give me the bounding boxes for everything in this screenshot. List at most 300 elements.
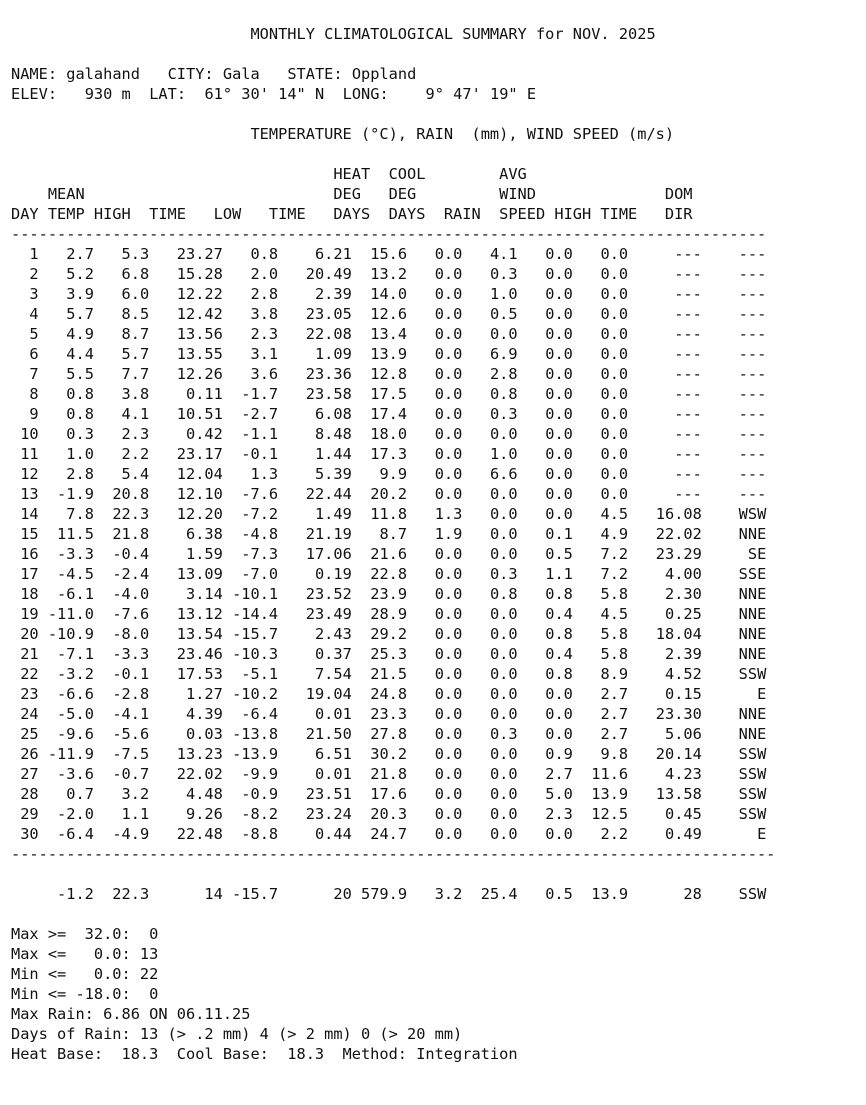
table-cell: 23.58	[278, 385, 352, 403]
table-cell: 0.8	[38, 405, 94, 423]
table-cell: 5.8	[572, 645, 629, 663]
table-cell: SSW	[701, 805, 767, 823]
table-cell: 1.3	[222, 465, 279, 483]
table-cell: 0.0	[572, 385, 629, 403]
table-cell: 0.0	[517, 505, 573, 523]
table-cell: 2.0	[222, 265, 279, 283]
table-cell: 0.0	[572, 485, 629, 503]
table-cell: 0.3	[462, 265, 518, 283]
table-cell: E	[701, 825, 767, 843]
table-cell: 13.9	[572, 785, 629, 803]
table-cell: 17.06	[278, 545, 352, 563]
table-cell: 0.0	[407, 805, 463, 823]
table-cell: 0.0	[462, 805, 518, 823]
table-cell: 18.04	[628, 625, 702, 643]
table-row	[11, 745, 766, 763]
table-cell: 0.8	[38, 385, 94, 403]
report-title: MONTHLY CLIMATOLOGICAL SUMMARY for NOV. 2025	[250, 25, 656, 43]
table-cell: 29.2	[351, 625, 408, 643]
table-cell: -7.1	[38, 645, 94, 663]
table-cell: 20	[11, 625, 39, 643]
table-cell: -7.0	[222, 565, 279, 583]
table-cell: ---	[701, 465, 767, 483]
table-cell: 11.5	[38, 525, 94, 543]
label-lat: LAT:	[149, 85, 187, 103]
table-cell: 0.0	[572, 345, 629, 363]
table-cell: 27	[11, 765, 39, 783]
table-cell: 13.23	[149, 745, 223, 763]
table-cell: 4.5	[572, 605, 629, 623]
table-cell: -7.6	[222, 485, 279, 503]
table-cell: ---	[701, 425, 767, 443]
units-line: TEMPERATURE (°C), RAIN (mm), WIND SPEED (m/s)	[250, 125, 675, 143]
table-cell: 1.0	[38, 445, 94, 463]
table-cell: 22	[11, 665, 39, 683]
table-cell: 20.3	[351, 805, 408, 823]
table-cell: 23.46	[149, 645, 223, 663]
table-cell: ---	[628, 425, 702, 443]
table-cell: -3.3	[38, 545, 94, 563]
table-cell: 8.7	[351, 525, 408, 543]
table-cell: ---	[701, 285, 767, 303]
table-cell: 0.0	[407, 305, 463, 323]
table-cell: -5.6	[93, 725, 150, 743]
table-cell: 0.0	[462, 825, 518, 843]
table-row	[11, 825, 766, 843]
table-cell: 5.8	[572, 625, 629, 643]
table-cell: 0.0	[462, 545, 518, 563]
table-cell: 23.27	[149, 245, 223, 263]
table-cell: ---	[628, 385, 702, 403]
table-cell: 7.2	[572, 545, 629, 563]
table-cell: 0.0	[407, 725, 463, 743]
table-cell: 0.0	[462, 645, 518, 663]
table-cell: 30	[11, 825, 39, 843]
table-cell: 15.6	[351, 245, 408, 263]
table-cell: 6.38	[149, 525, 223, 543]
table-row	[11, 525, 766, 543]
table-cell: 0.15	[628, 685, 702, 703]
table-cell: 7.7	[93, 365, 150, 383]
table-cell: ---	[628, 445, 702, 463]
table-cell: 22.08	[278, 325, 352, 343]
totals-row	[11, 885, 766, 903]
table-cell: 0.0	[572, 445, 629, 463]
table-cell: 17.6	[351, 785, 408, 803]
table-cell: 1.59	[149, 545, 223, 563]
table-cell: 0.5	[517, 545, 573, 563]
table-cell: 5.8	[572, 585, 629, 603]
table-cell: 0.0	[517, 465, 573, 483]
table-cell: 21.19	[278, 525, 352, 543]
table-cell: 21.50	[278, 725, 352, 743]
table-cell: 0.03	[149, 725, 223, 743]
table-cell: 5.7	[38, 305, 94, 323]
table-cell: ---	[701, 305, 767, 323]
table-cell: 0.3	[462, 405, 518, 423]
table-cell: 7	[11, 365, 39, 383]
table-cell: 24.8	[351, 685, 408, 703]
table-cell: -4.9	[93, 825, 150, 843]
table-cell: 0.0	[462, 745, 518, 763]
table-cell: 8.9	[572, 665, 629, 683]
table-cell: 0.0	[407, 645, 463, 663]
table-cell: 12.10	[149, 485, 223, 503]
table-cell: 5.4	[93, 465, 150, 483]
table-cell: 13.9	[351, 345, 408, 363]
table-row	[11, 305, 766, 323]
table-cell: 9.26	[149, 805, 223, 823]
table-cell: 16	[11, 545, 39, 563]
table-cell: 29	[11, 805, 39, 823]
table-cell: 23.9	[351, 585, 408, 603]
table-cell: NNE	[701, 725, 767, 743]
table-cell: 4.39	[149, 705, 223, 723]
table-cell: SSW	[701, 765, 767, 783]
table-cell: 2.7	[38, 245, 94, 263]
table-cell: 5.7	[93, 345, 150, 363]
table-cell: 0.0	[517, 425, 573, 443]
table-cell: 14.0	[351, 285, 408, 303]
table-cell: -0.4	[93, 545, 150, 563]
table-cell: 2.2	[93, 445, 150, 463]
totals-cell: -1.2	[11, 885, 94, 903]
table-cell: NNE	[701, 625, 767, 643]
table-cell: 1.27	[149, 685, 223, 703]
table-cell: -7.5	[93, 745, 150, 763]
table-row	[11, 385, 766, 403]
table-cell: -7.3	[222, 545, 279, 563]
table-cell: 12.42	[149, 305, 223, 323]
table-cell: 4.9	[38, 325, 94, 343]
table-cell: 0.0	[407, 765, 463, 783]
table-cell: 0.42	[149, 425, 223, 443]
table-cell: 0.0	[407, 685, 463, 703]
table-row	[11, 585, 766, 603]
table-cell: 13.58	[628, 785, 702, 803]
table-cell: -1.7	[222, 385, 279, 403]
table-cell: 4.1	[462, 245, 518, 263]
table-cell: 13.2	[351, 265, 408, 283]
table-row	[11, 665, 766, 683]
table-cell: -3.3	[93, 645, 150, 663]
table-cell: 22.48	[149, 825, 223, 843]
summary-line: Min <= 0.0: 22	[11, 965, 159, 983]
table-cell: 0.0	[572, 425, 629, 443]
totals-cell: 0.5	[517, 885, 573, 903]
table-cell: 0.7	[38, 785, 94, 803]
table-cell: 0.4	[517, 645, 573, 663]
table-cell: 0.0	[572, 245, 629, 263]
table-cell: 0.0	[517, 345, 573, 363]
table-cell: 12.22	[149, 285, 223, 303]
table-cell: 2.7	[572, 705, 629, 723]
table-cell: 0.0	[517, 825, 573, 843]
table-cell: 0.0	[407, 245, 463, 263]
table-row	[11, 285, 766, 303]
table-cell: 3.8	[222, 305, 279, 323]
table-cell: 5.39	[278, 465, 352, 483]
table-cell: 2.2	[572, 825, 629, 843]
table-cell: 23.30	[628, 705, 702, 723]
table-cell: -13.8	[222, 725, 279, 743]
table-cell: 20.8	[93, 485, 150, 503]
table-cell: 0.0	[517, 305, 573, 323]
table-cell: -3.2	[38, 665, 94, 683]
table-cell: 19	[11, 605, 39, 623]
table-cell: 0.0	[517, 685, 573, 703]
table-cell: 22.44	[278, 485, 352, 503]
table-cell: 17.3	[351, 445, 408, 463]
table-cell: 0.3	[462, 565, 518, 583]
table-cell: 3.6	[222, 365, 279, 383]
label-elev: ELEV:	[11, 85, 58, 103]
table-cell: -4.0	[93, 585, 150, 603]
table-cell: 2.3	[93, 425, 150, 443]
table-cell: 1.9	[407, 525, 463, 543]
table-cell: 0.0	[407, 625, 463, 643]
totals-cell: 22.3	[93, 885, 150, 903]
table-cell: ---	[701, 265, 767, 283]
table-cell: 0.0	[462, 525, 518, 543]
table-cell: 0.0	[407, 285, 463, 303]
table-cell: 17.4	[351, 405, 408, 423]
table-cell: 6.51	[278, 745, 352, 763]
table-cell: -11.0	[38, 605, 94, 623]
table-cell: 0.1	[517, 525, 573, 543]
station-state: Oppland	[351, 65, 417, 83]
table-cell: -0.9	[222, 785, 279, 803]
table-cell: 0.8	[517, 665, 573, 683]
table-cell: 3	[11, 285, 39, 303]
summary-line: Max Rain: 6.86 ON 06.11.25	[11, 1005, 251, 1023]
table-cell: 6	[11, 345, 39, 363]
table-cell: WSW	[701, 505, 767, 523]
table-cell: 0.3	[462, 725, 518, 743]
table-cell: 11.8	[351, 505, 408, 523]
table-cell: 0.0	[407, 745, 463, 763]
table-cell: 0.0	[407, 265, 463, 283]
table-cell: 0.0	[572, 405, 629, 423]
table-cell: 0.0	[407, 785, 463, 803]
table-cell: -13.9	[222, 745, 279, 763]
table-cell: 26	[11, 745, 39, 763]
table-cell: 23.52	[278, 585, 352, 603]
table-cell: 0.8	[517, 585, 573, 603]
table-cell: 22.3	[93, 505, 150, 523]
table-cell: 0.0	[572, 365, 629, 383]
table-cell: -4.8	[222, 525, 279, 543]
table-cell: ---	[701, 365, 767, 383]
table-cell: -7.2	[222, 505, 279, 523]
table-cell: 3.8	[93, 385, 150, 403]
table-cell: 8	[11, 385, 39, 403]
table-cell: -6.4	[222, 705, 279, 723]
table-cell: ---	[701, 405, 767, 423]
table-cell: 7.2	[572, 565, 629, 583]
table-cell: 22.8	[351, 565, 408, 583]
table-cell: 0.0	[407, 465, 463, 483]
summary-line: Days of Rain: 13 (> .2 mm) 4 (> 2 mm) 0 (> 20 mm)	[11, 1025, 463, 1043]
table-row	[11, 545, 766, 563]
table-cell: 18	[11, 585, 39, 603]
table-cell: 8.7	[93, 325, 150, 343]
table-cell: 6.08	[278, 405, 352, 423]
table-cell: 21.5	[351, 665, 408, 683]
table-row	[11, 725, 766, 743]
table-row	[11, 325, 766, 343]
table-row	[11, 565, 766, 583]
summary-line: Heat Base: 18.3 Cool Base: 18.3 Method: Integration	[11, 1045, 518, 1063]
table-cell: 2.39	[278, 285, 352, 303]
table-cell: 8.5	[93, 305, 150, 323]
table-cell: 23.24	[278, 805, 352, 823]
column-header: HEAT COOL AVG MEAN DEG DEG WIND DOM DAY TEMP HIGH TIME LOW TIME DAYS DAYS RAIN SPEED HIGH TIME DIR	[11, 165, 693, 223]
table-cell: 1	[11, 245, 39, 263]
table-row	[11, 425, 766, 443]
table-cell: -0.1	[93, 665, 150, 683]
table-cell: 23.17	[149, 445, 223, 463]
table-cell: 2.8	[222, 285, 279, 303]
table-cell: 21	[11, 645, 39, 663]
table-cell: 21.8	[351, 765, 408, 783]
table-cell: 2.39	[628, 645, 702, 663]
table-cell: 25.3	[351, 645, 408, 663]
table-cell: 3.1	[222, 345, 279, 363]
table-row	[11, 685, 766, 703]
label-city: CITY:	[167, 65, 223, 83]
table-cell: 0.8	[462, 585, 518, 603]
totals-cell: 3.2	[407, 885, 463, 903]
table-cell: ---	[628, 265, 702, 283]
table-cell: 18.0	[351, 425, 408, 443]
table-cell: 0.0	[407, 445, 463, 463]
table-cell: -9.9	[222, 765, 279, 783]
table-cell: -6.4	[38, 825, 94, 843]
totals-cell: 14	[149, 885, 223, 903]
table-cell: 13.55	[149, 345, 223, 363]
table-cell: 0.8	[462, 385, 518, 403]
table-cell: 20.49	[278, 265, 352, 283]
table-cell: 15.28	[149, 265, 223, 283]
label-state: STATE:	[287, 65, 352, 83]
table-cell: NNE	[701, 525, 767, 543]
table-cell: 22.02	[628, 525, 702, 543]
table-cell: 2.3	[222, 325, 279, 343]
table-cell: 13.4	[351, 325, 408, 343]
table-cell: ---	[628, 485, 702, 503]
table-cell: 11	[11, 445, 39, 463]
table-cell: 12.5	[572, 805, 629, 823]
table-cell: 0.0	[462, 505, 518, 523]
table-cell: 0.0	[462, 605, 518, 623]
table-row	[11, 605, 766, 623]
station-name: galahand	[66, 65, 140, 83]
table-cell: 1.0	[462, 285, 518, 303]
totals-cell: 20	[278, 885, 352, 903]
table-cell: ---	[628, 365, 702, 383]
table-cell: 0.0	[462, 425, 518, 443]
table-cell: 0.0	[517, 445, 573, 463]
table-cell: 0.0	[407, 825, 463, 843]
table-cell: 9.9	[351, 465, 408, 483]
table-cell: 15	[11, 525, 39, 543]
table-cell: -3.6	[38, 765, 94, 783]
table-cell: 0.0	[572, 285, 629, 303]
table-cell: 24	[11, 705, 39, 723]
table-cell: 0.0	[407, 665, 463, 683]
table-cell: 0.8	[517, 625, 573, 643]
table-cell: 2.43	[278, 625, 352, 643]
table-cell: 4.23	[628, 765, 702, 783]
table-cell: 27.8	[351, 725, 408, 743]
table-cell: 3.9	[38, 285, 94, 303]
table-row	[11, 365, 766, 383]
table-row	[11, 465, 766, 483]
totals-cell: 579.9	[351, 885, 408, 903]
table-row	[11, 805, 766, 823]
table-row	[11, 445, 766, 463]
table-cell: 0.0	[517, 705, 573, 723]
table-cell: 6.8	[93, 265, 150, 283]
table-cell: -15.7	[222, 625, 279, 643]
table-cell: 0.8	[222, 245, 279, 263]
table-cell: 0.0	[462, 765, 518, 783]
table-cell: 6.9	[462, 345, 518, 363]
table-cell: 1.3	[407, 505, 463, 523]
table-cell: 0.0	[407, 585, 463, 603]
table-cell: NNE	[701, 605, 767, 623]
table-cell: 0.0	[572, 465, 629, 483]
table-cell: 5.5	[38, 365, 94, 383]
station-lat: 61° 30' 14" N	[204, 85, 325, 103]
table-cell: -5.0	[38, 705, 94, 723]
table-cell: 2.30	[628, 585, 702, 603]
table-cell: 0.0	[462, 785, 518, 803]
table-row	[11, 785, 766, 803]
table-cell: 17.5	[351, 385, 408, 403]
table-cell: -11.9	[38, 745, 94, 763]
table-cell: 8.48	[278, 425, 352, 443]
table-cell: NNE	[701, 645, 767, 663]
table-cell: 17	[11, 565, 39, 583]
table-cell: -1.1	[222, 425, 279, 443]
summary-line: Max <= 0.0: 13	[11, 945, 159, 963]
header-divider: ----------------------------------------------------------------------------------	[11, 225, 767, 243]
table-cell: 6.0	[93, 285, 150, 303]
table-cell: 21.8	[93, 525, 150, 543]
table-cell: 10	[11, 425, 39, 443]
table-cell: 2	[11, 265, 39, 283]
table-cell: -6.6	[38, 685, 94, 703]
table-cell: 0.0	[517, 485, 573, 503]
table-cell: 2.8	[38, 465, 94, 483]
table-cell: 0.0	[407, 545, 463, 563]
table-cell: ---	[701, 445, 767, 463]
station-city: Gala	[222, 65, 260, 83]
table-cell: 13.12	[149, 605, 223, 623]
table-cell: -2.7	[222, 405, 279, 423]
table-cell: 0.0	[462, 485, 518, 503]
table-cell: ---	[628, 405, 702, 423]
totals-cell: 13.9	[572, 885, 629, 903]
table-cell: ---	[701, 485, 767, 503]
table-cell: ---	[628, 305, 702, 323]
table-cell: 3.14	[149, 585, 223, 603]
table-cell: 12.6	[351, 305, 408, 323]
table-cell: 0.11	[149, 385, 223, 403]
table-cell: ---	[628, 345, 702, 363]
